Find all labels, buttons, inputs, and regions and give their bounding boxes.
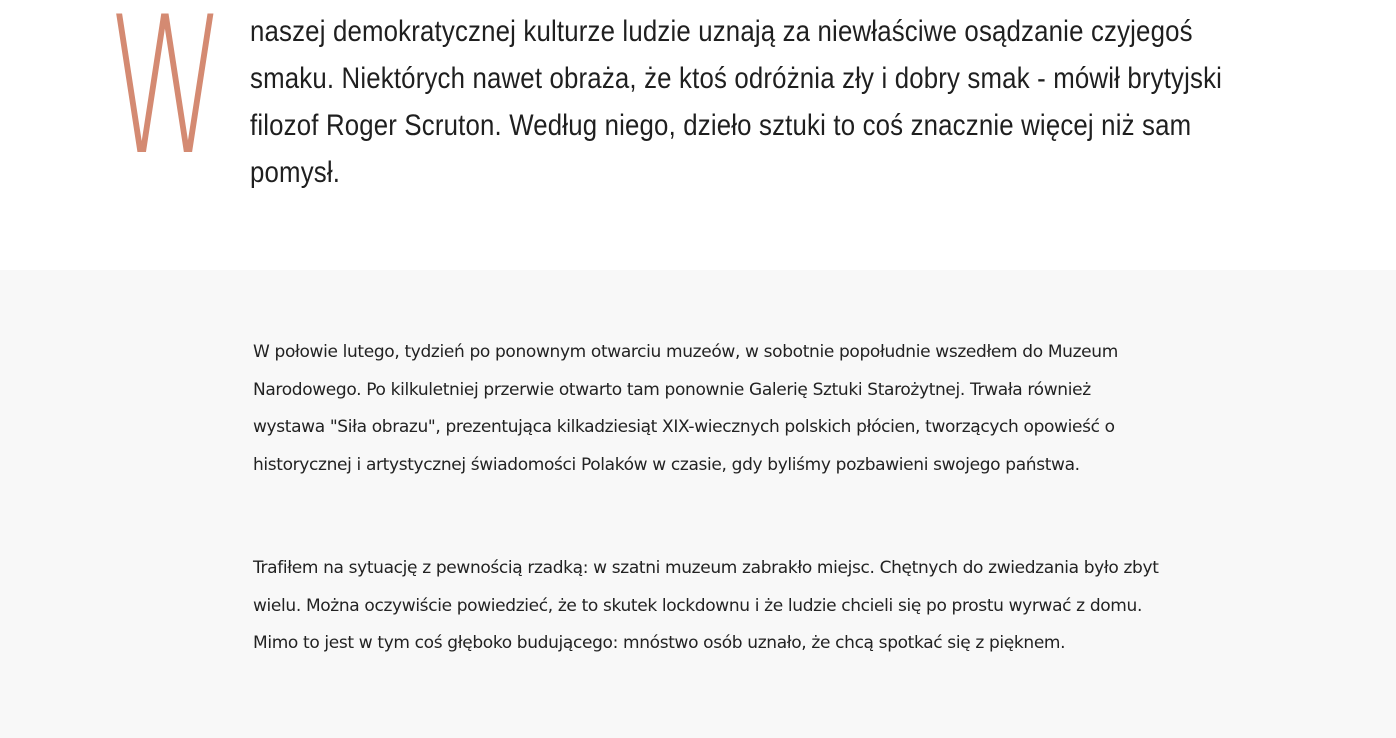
lead-paragraph: naszej demokratycznej kulturze ludzie uznają za niewłaściwe osądzanie czyjegoś smaku. Niektórych nawet obraża, że ktoś odróżnia zły i dobry smak - mówił brytyjski filozof Roger Scruton. Według niego, dzieło sztuki to coś znacznie więcej niż sam pomysł. [250, 15, 1223, 189]
article-lead [0, 0, 1396, 270]
article-body [0, 270, 1396, 738]
body-paragraph-1: W połowie lutego, tydzień po ponownym otwarciu muzeów, w sobotnie popołudnie wszedłem do Muzeum Narodowego. Po kilkuletniej przerwie otwarto tam ponownie Galerię Sztuki Starożytnej. Trwała również wystawa "Siła obrazu", prezentująca kilkadziesiąt XIX-wiecznych polskich płócien, tworzących opowieść o historycznej i artystycznej świadomości Polaków w czasie, gdy byliśmy pozbawieni swojego państwa. [253, 342, 1118, 475]
body-paragraph-2: Trafiłem na sytuację z pewnością rzadką: w szatni muzeum zabrakło miejsc. Chętnych do zwiedzania było zbyt wielu. Można oczywiście powiedzieć, że to skutek lockdownu i że ludzie chcieli się po prostu wyrwać z domu. Mimo to jest w tym coś głęboko budującego: mnóstwo osób uznało, że chcą spotkać się z pięknem. [253, 558, 1159, 653]
drop-cap: W [108, 0, 223, 197]
